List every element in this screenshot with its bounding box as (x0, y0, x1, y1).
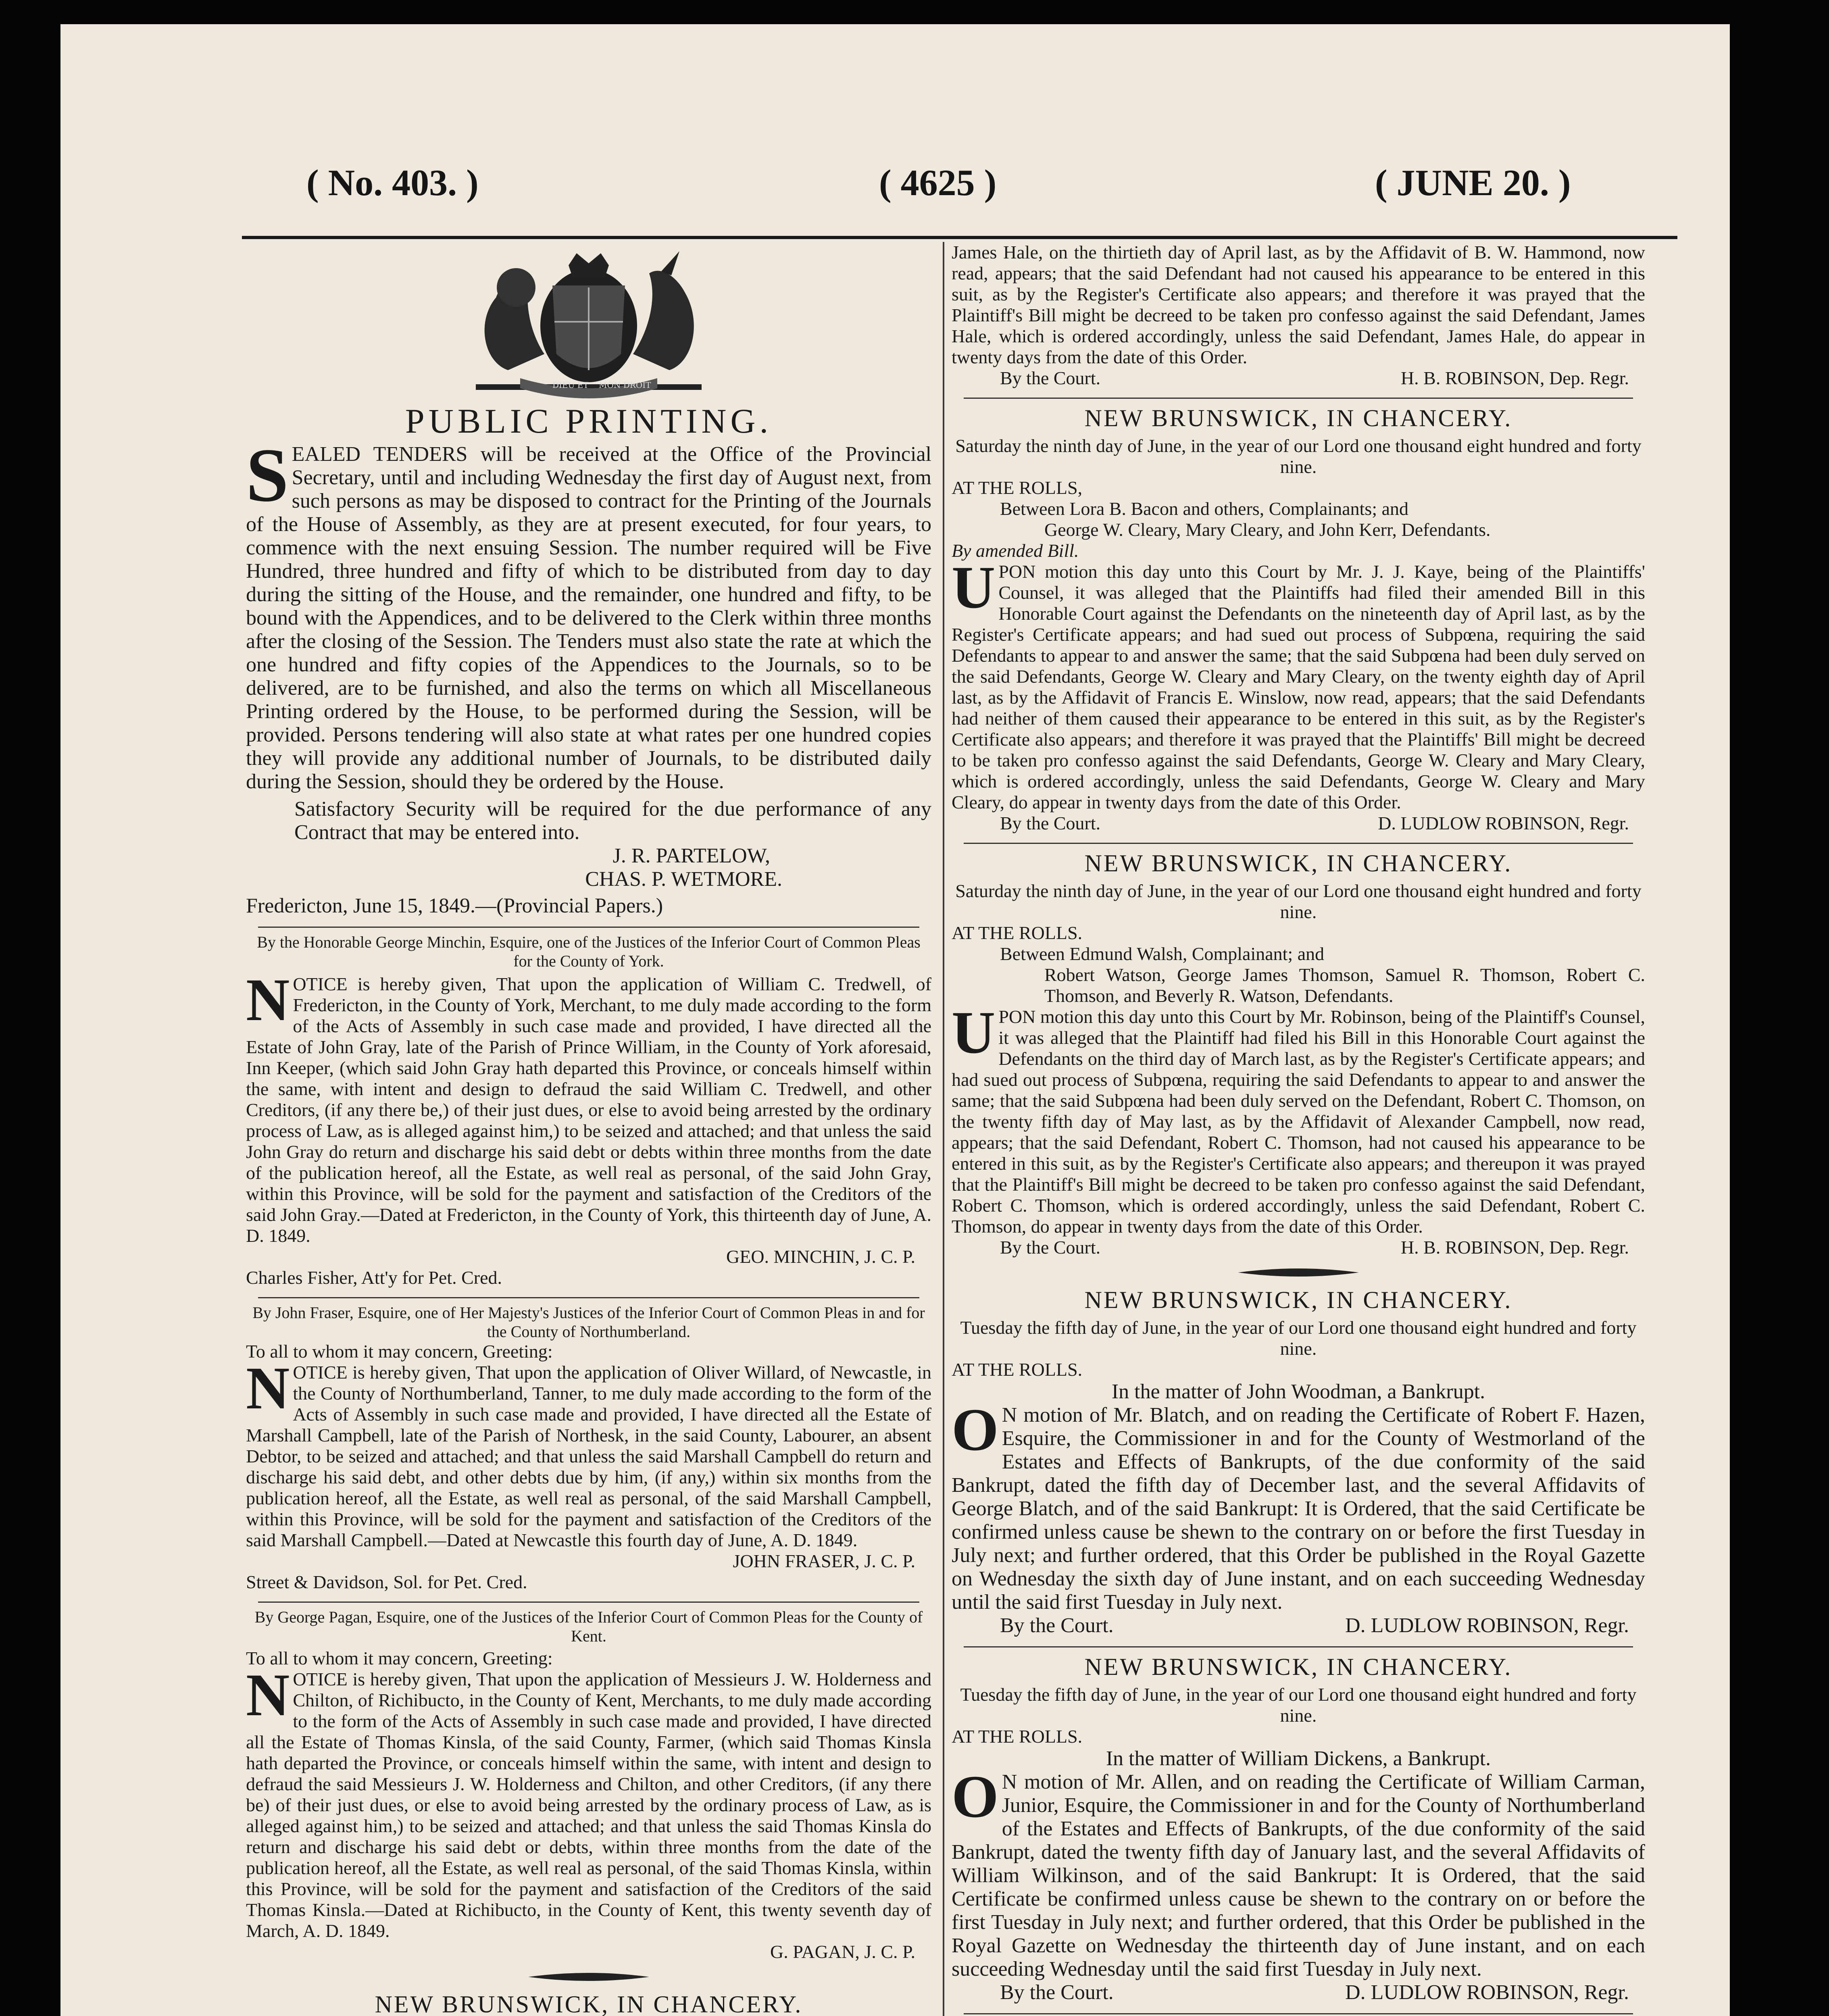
court-signature: By the Court. H. B. ROBINSON, Dep. Regr. (1000, 368, 1629, 388)
chancery-title: NEW BRUNSWICK, IN CHANCERY. (1084, 405, 1512, 431)
minchin-attorney: Charles Fisher, Att'y for Pet. Cred. (246, 1267, 502, 1288)
divider (258, 927, 919, 928)
signatory-wetmore: CHAS. P. WETMORE. (585, 868, 782, 891)
chancery-title: NEW BRUNSWICK, IN CHANCERY. (1084, 850, 1512, 877)
security-clause: Satisfactory Security will be required for the due performance of any Contract that may be entered into. (294, 798, 931, 844)
chancery-date: Tuesday the fifth day of June, in the year of our Lord one thousand eight hundred and forty nine. (960, 1684, 1637, 1726)
pagan-heading: By George Pagan, Esquire, one of the Justices of the Inferior Court of Common Pleas for the County of Kent. (254, 1608, 923, 1645)
chancery-order: UPON motion this day unto this Court by Mr. J. J. Kaye, being of the Plaintiffs' Counsel, it was alleged that the Plaintiffs had filed their amended Bill in this Honorable Court against the Defendants on the nineteenth day of April last, as by the Register's Certificate appears; and had sued out process of Subpœna, requiring the said Defendants to appear to and answer the same; that the said Subpœna had been duly served on the said Defendants, George W. Cleary and Mary Cleary, on the twenty eighth day of April last, as by the Affidavit of Francis E. Winslow, now read, appears; that the said Defendants had neither of them caused their appearance to be entered in this suit, as by the Register's Certificate also appears; and therefore it was prayed that the Plaintiffs' Bill might be decreed to be taken pro confesso against the said Defendants, George W. Cleary and Mary Cleary, which is ordered accordingly, unless the said Defendants, George W. Cleary and Mary Cleary, do appear in twenty days from the date of this Order. (952, 554, 1645, 812)
chancery-date: Saturday the ninth day of June, in the year of our Lord one thousand eight hundred and forty nine. (955, 881, 1642, 922)
bankrupt-order: O N motion of Mr. Allen, and on reading the Certificate of William Carman, Junior, Esquire, the Commissioner in and for the County of Northumberland of the Estates and Effects of Bankrupts, of the due conformity of the said Bankrupt, dated the twenty fifth day of January last, and the several Affidavits of William Wilkinson, and of the said Bankrupt: It is Ordered, that the said Certificate be confirmed unless cause be shewn to the contrary on or before the first Tuesday in July next; and further ordered, that this Order be published in the Royal Gazette on Wednesday the thirteenth day of June instant, and on each succeeding Wednesday until the said first Tuesday in July next. (952, 1763, 1645, 1981)
fraser-signature: JOHN FRASER, J. C. P. (733, 1551, 915, 1571)
chancery-date: Saturday the ninth day of June, in the year of our Lord one thousand eight hundred and forty nine. (955, 435, 1642, 477)
newspaper-page (60, 24, 1730, 2016)
royal-coat-of-arms-icon (460, 249, 718, 398)
bankrupt-order: O N motion of Mr. Blatch, and on reading the Certificate of Robert F. Hazen, Esquire, the Commissioner in and for the County of Westmorland of the Estates and Effects of Bankrupts, of the due conformity of the said Bankrupt, dated the fifth day of December last, and the several Affidavits of George Blatch, and of the said Bankrupt: It is Ordered, that the said Certificate be confirmed unless cause be shewn to the contrary on or before the first Tuesday in July next; and further ordered, that this Order be published in the Royal Gazette on Wednesday the sixth day of June instant, and on each succeeding Wednesday until the said first Tuesday in July next. (952, 1396, 1645, 1614)
court-signature: By the Court. D. LUDLOW ROBINSON, Regr. (1000, 813, 1629, 833)
at-the-rolls: AT THE ROLLS. (952, 1726, 1083, 1747)
divider (964, 1646, 1633, 1647)
court-signature: By the Court. H. B. ROBINSON, Dep. Regr. (1000, 1237, 1629, 1258)
divider (964, 398, 1633, 399)
ornament-divider-icon (1238, 1264, 1359, 1281)
pagan-signature: G. PAGAN, J. C. P. (770, 1941, 915, 1962)
at-the-rolls: AT THE ROLLS. (952, 1359, 1083, 1380)
divider (258, 1602, 919, 1603)
svg-text:DIEU ET: DIEU ET (552, 380, 589, 390)
right-column (952, 242, 1645, 2016)
issue-number: ( No. 403. ) (306, 162, 479, 203)
column-divider (943, 242, 944, 2016)
fraser-greeting: To all to whom it may concern, Greeting: (246, 1341, 553, 1362)
divider (258, 1297, 919, 1298)
chancery-date: Tuesday the fifth day of June, in the year of our Lord one thousand eight hundred and forty nine. (960, 1317, 1637, 1359)
chancery-title: NEW BRUNSWICK, IN CHANCERY. (1084, 1287, 1512, 1313)
fraser-notice: NOTICE is hereby given, That upon the application of Oliver Willard, of Newcastle, in the County of Northumberland, Tanner, to me duly made according to the form of the Acts of Assembly in such case made and provided, I have directed all the Estate of Marshall Campbell, late of the Parish of Northesk, in the said County, Labourer, an absent Debtor, to be seized and attached; and that unless the said Marshall Campbell do return and discharge his said debt, and other debts due by him, (if any,) within six months from the publication hereof, all the Estate, as well real as personal, of the said Marshall Campbell, within this Province, will be sold for the payment and satisfaction of the Creditors of the said Marshall Campbell.—Dated at Newcastle this fourth day of June, A. D. 1849. (246, 1355, 931, 1550)
chancery-order: UPON motion this day unto this Court by Mr. Robinson, being of the Plaintiff's Counsel, it was alleged that the Plaintiff had filed his Bill in this Honorable Court against the Defendants on the third day of March last, as by the Register's Certificate appears; and had sued out process of Subpœna, requiring the said Defendants to appear to and answer the same; that the said Subpœna had been duly served on the Defendant, Robert C. Thomson, on the twenty fifth day of May last, as by the Affidavit of Alexander Campbell, now read, appears; that the said Defendant, Robert C. Thomson, had not caused his appearance to be entered in this suit, as by the Register's Certificate also appears; and thereupon it was prayed that the Plaintiff's Bill might be decreed to be taken pro confesso against the said Defendant, Robert C. Thomson, which is ordered accordingly, unless the said Defendant, Robert C. Thomson, do appear in twenty days from the date of this Order. (952, 999, 1645, 1237)
bankrupt-matter: In the matter of William Dickens, a Bankrupt. (1106, 1747, 1491, 1770)
pagan-notice: NOTICE is hereby given, That upon the application of Messieurs J. W. Holderness and Chilton, of Richibucto, in the County of Kent, Merchants, to me duly made according to the form of the Acts of Assembly in such case made and provided, I have directed all the Estate of Thomas Kinsla, of the said County, Farmer, (which said Thomas Kinsla hath departed the Province, or conceals himself within the same, with intent and design to defraud the said Messieurs J. W. Holderness and Chilton, and other Creditors, (if any there be) of their just dues, or else to avoid being arrested by the ordinary process of Law, as is alleged against him,) to be seized and attached; and that unless the said Thomas Kinsla do return and discharge his said debt or debts, within three months from the date of the publication hereof, all the Estate, as well real as personal, of the said Thomas Kinsla, within this Province, will be sold for the payment and satisfaction of the Creditors of the said Thomas Kinsla.—Dated at Richibucto, in the County of Kent, this twenty seventh day of March, A. D. 1849. (246, 1662, 931, 1941)
public-printing-notice: SEALED TENDERS will be received at the Office of the Provincial Secretary, until and including Wednesday the first day of August next, from such persons as may be disposed to contract for the Printing of the Journals of the House of Assembly, as they are at present executed, for four years, to commence with the next ensuing Session. The number required will be Five Hundred, three hundred and fifty of which to be distributed from day to day during the sitting of the House, and the remainder, one hundred and fifty, to be bound with the Appendices, and to be delivered to the Clerk within three months after the closing of the Session. The Tenders must also state the rate at which the one hundred and fifty copies of the Appendices to the Journals, so to be delivered, are to be furnished, and also the terms on which all Miscellaneous Printing ordered by the House, to be performed during the Session, will be provided. Persons tendering will also state at what rates per one hundred copies they will provide any additional number of Journals, to be distributed daily during the Session, should they be ordered by the House. (246, 433, 931, 793)
signatory-partelow: J. R. PARTELOW, (612, 844, 770, 867)
at-the-rolls: AT THE ROLLS. (952, 923, 1083, 943)
fraser-heading: By John Fraser, Esquire, one of Her Majesty's Justices of the Inferior Court of Common Pleas in and for the County of Northumberland. (252, 1304, 925, 1341)
divider (964, 843, 1633, 844)
issue-date: ( JUNE 20. ) (1375, 162, 1571, 203)
public-printing-title: PUBLIC PRINTING. (405, 402, 773, 440)
minchin-signature: GEO. MINCHIN, J. C. P. (726, 1246, 915, 1267)
between-complainant: Between Edmund Walsh, Complainant; and (1000, 943, 1325, 964)
between-defendants: George W. Cleary, Mary Cleary, and John Kerr, Defendants. (1044, 519, 1491, 540)
court-signature: By the Court. D. LUDLOW ROBINSON, Regr. (1000, 1614, 1629, 1637)
svg-text:MON DROIT: MON DROIT (599, 380, 651, 390)
chancery-title: NEW BRUNSWICK, IN CHANCERY. (375, 1991, 803, 2016)
between-defendants: Robert Watson, George James Thomson, Samuel R. Thomson, Robert C. Thomson, and Beverly R. Watson, Defendants. (1044, 964, 1645, 1006)
dateline: Fredericton, June 15, 1849.—(Provincial Papers.) (246, 894, 663, 917)
chancery-title: NEW BRUNSWICK, IN CHANCERY. (1084, 1654, 1512, 1680)
left-column (246, 242, 931, 2016)
header-rule (242, 236, 1677, 239)
at-the-rolls: AT THE ROLLS, (952, 477, 1083, 498)
fraser-solicitor: Street & Davidson, Sol. for Pet. Cred. (246, 1572, 527, 1592)
ornament-divider-icon (528, 1969, 649, 1985)
between-complainant: Between Lora B. Bacon and others, Complainants; and (1000, 498, 1409, 519)
chancery-order-continued: James Hale, on the thirtieth day of April last, as by the Affidavit of B. W. Hammond, now read, appears; that the said Defendant had not caused his appearance to be entered in this suit, as by the Register's Certificate also appears; and therefore it was prayed that the Plaintiff's Bill might be decreed to be taken pro confesso against the said Defendant, James Hale, which is ordered accordingly, unless the said Defendant, James Hale, do appear in twenty days from the date of this Order. (952, 242, 1645, 367)
bankrupt-matter: In the matter of John Woodman, a Bankrupt. (1111, 1380, 1485, 1403)
divider (964, 2013, 1633, 2014)
pagan-greeting: To all to whom it may concern, Greeting: (246, 1648, 553, 1668)
court-signature: By the Court. D. LUDLOW ROBINSON, Regr. (1000, 1981, 1629, 2004)
page-number: ( 4625 ) (879, 162, 997, 203)
minchin-heading: By the Honorable George Minchin, Esquire, one of the Justices of the Inferior Court of Common Pleas for the County of York. (257, 933, 921, 970)
amended-bill: By amended Bill. (952, 540, 1079, 561)
minchin-notice: NOTICE is hereby given, That upon the application of William C. Tredwell, of Fredericton, in the County of York, Merchant, to me duly made according to the form of the Acts of Assembly in such case made and provided, I have directed all the Estate of John Gray, late of the Parish of Prince William, in the County of York aforesaid, Inn Keeper, (which said John Gray hath departed this Province, or conceals himself within the same, with intent and design to defraud the said William C. Tredwell, and other Creditors, (if any there be,) of their just dues, or else to avoid being arrested by the ordinary process of Law, as is alleged against him,) to be seized and attached; and that unless the said John Gray do return and discharge his said debt or debts within three months from the date of the publication hereof, all the Estate, as well real as personal, of the said John Gray, within this Province, will be sold for the payment and satisfaction of the Creditors of the said John Gray.—Dated at Fredericton, in the County of York, this thirteenth day of June, A. D. 1849. (246, 966, 931, 1246)
